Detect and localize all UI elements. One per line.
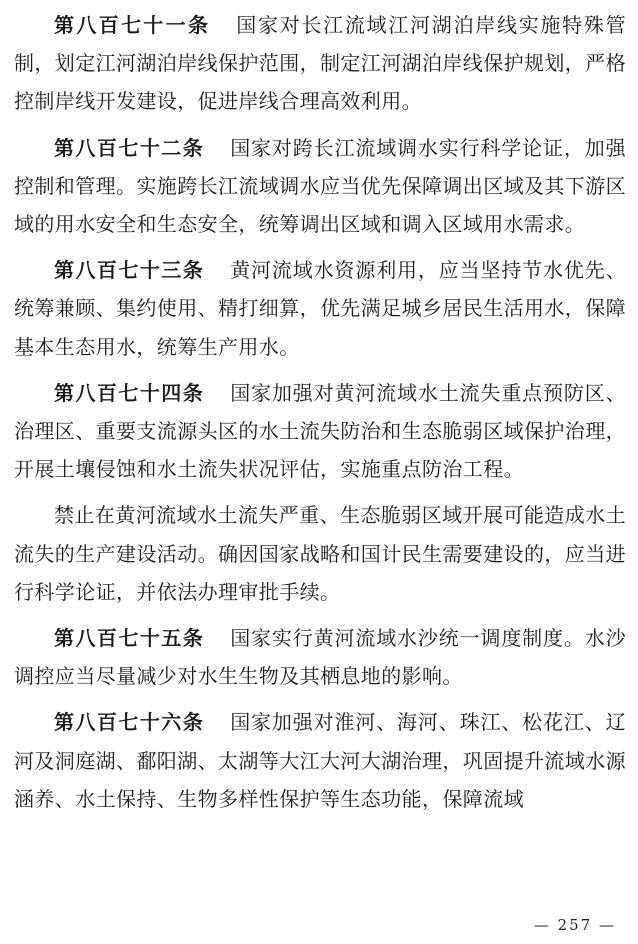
- article-873: [14, 251, 626, 366]
- article-text: 黄河流域水资源利用，应当坚持节水优先、统筹兼顾、集约使用、精打细算，优先满足城乡居民生活用水，保障基本生态用水，统筹生产用水。: [14, 258, 627, 359]
- article-title: 第八百七十六条: [54, 710, 205, 735]
- article-874-paragraph-2: [14, 496, 626, 611]
- document-body: [14, 6, 626, 826]
- article-text: 国家加强对淮河、海河、珠江、松花江、辽河及洞庭湖、鄱阳湖、太湖等大江大河大湖治理，巩固提升流域水源涵养、水土保持、生物多样性保护等生态功能，保障流域: [14, 710, 627, 811]
- article-875: [14, 619, 626, 695]
- article-text: 国家加强对黄河流域水土流失重点预防区、治理区、重要支流源头区的水土流失防治和生态脆弱区域保护治理，开展土壤侵蚀和水土流失状况评估，实施重点防治工程。: [14, 380, 627, 482]
- article-text: 国家对跨长江流域调水实行科学论证，加强控制和管理。实施跨长江流域调水应当优先保障调出区域及其下游区域的用水安全和生态安全，统筹调出区域和调入区域用水需求。: [14, 135, 627, 237]
- article-874: [14, 374, 626, 489]
- article-876: [14, 703, 626, 818]
- article-title: 第八百七十三条: [54, 258, 205, 283]
- article-title: 第八百七十二条: [54, 135, 205, 160]
- article-text: 国家对长江流域江河湖泊岸线实施特殊管制，划定江河湖泊岸线保护范围，制定江河湖泊岸线保护规划，严格控制岸线开发建设，促进岸线合理高效利用。: [14, 13, 627, 114]
- article-title: 第八百七十五条: [54, 626, 205, 651]
- article-text: 禁止在黄河流域水土流失严重、生态脆弱区域开展可能造成水土流失的生产建设活动。确因国家战略和国计民生需要建设的，应当进行科学论证，并依法办理审批手续。: [14, 503, 626, 604]
- article-title: 第八百七十四条: [54, 380, 205, 405]
- article-title: 第八百七十一条: [54, 13, 211, 37]
- article-872: [14, 129, 626, 244]
- page-number: — 257 —: [533, 916, 616, 934]
- article-text: 国家实行黄河流域水沙统一调度制度。水沙调控应当尽量减少对水生生物及其栖息地的影响。: [14, 626, 627, 689]
- article-871: [14, 6, 626, 121]
